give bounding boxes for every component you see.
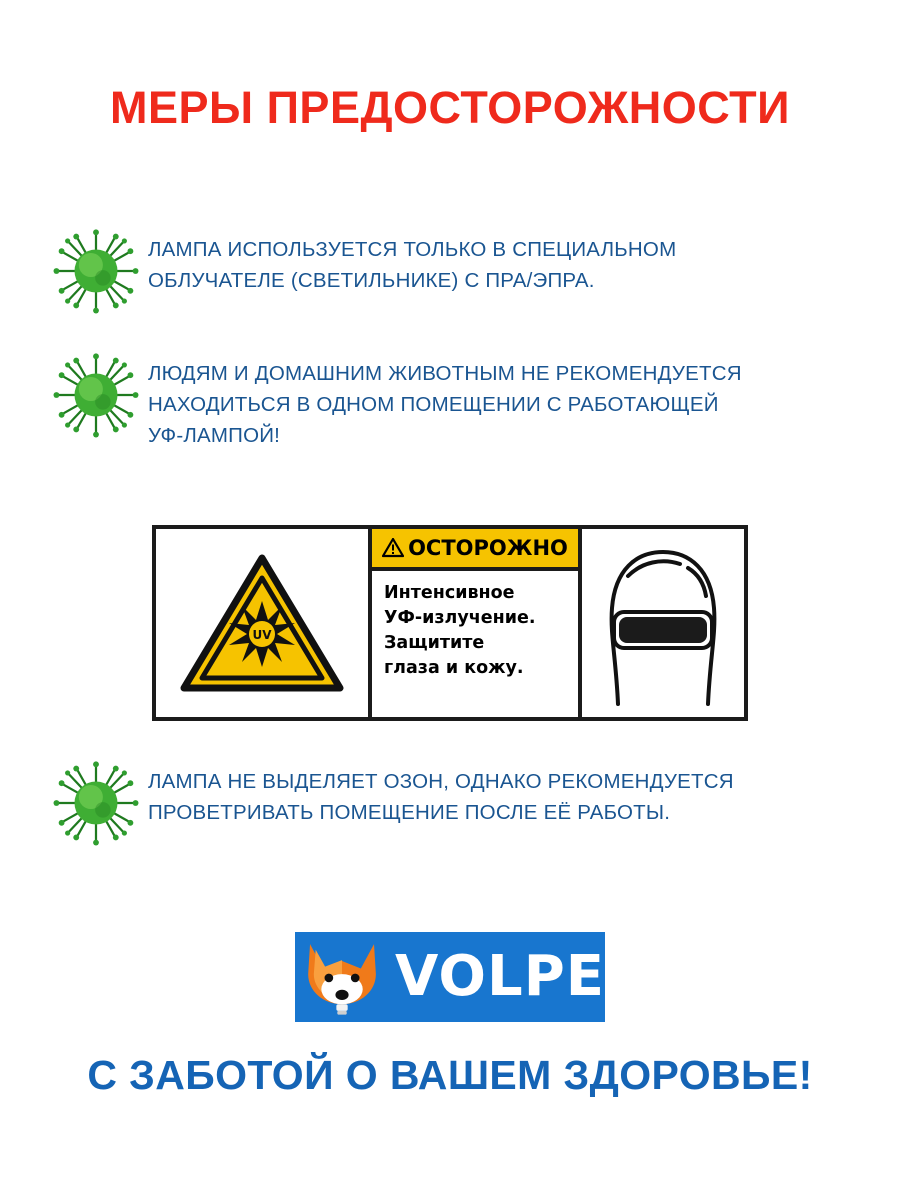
caution-line: Интенсивное (384, 583, 515, 603)
caution-line: Защитите (384, 633, 485, 653)
precaution-text-1 (148, 228, 676, 296)
precaution-line: ЛАМПА ИСПОЛЬЗУЕТСЯ ТОЛЬКО В СПЕЦИАЛЬНОМ (148, 238, 677, 261)
fox-head-icon (295, 932, 389, 1022)
precaution-line: ЛАМПА НЕ ВЫДЕЛЯЕТ ОЗОН, ОДНАКО РЕКОМЕНДУЕТСЯ (148, 770, 734, 793)
precaution-line: НАХОДИТЬСЯ В ОДНОМ ПОМЕЩЕНИИ С РАБОТАЮЩЕЙ (148, 393, 719, 416)
precaution-text-3 (148, 760, 734, 828)
safety-goggles-icon (588, 538, 738, 708)
precaution-item-1 (44, 228, 844, 314)
precaution-line: ОБЛУЧАТЕЛЕ (СВЕТИЛЬНИКЕ) С ПРА/ЭПРА. (148, 269, 595, 292)
caution-body (372, 571, 578, 687)
goggles-cell (582, 529, 744, 717)
uv-radiation-hazard-icon (178, 548, 346, 698)
uv-triangle-text: UV (252, 628, 272, 642)
caution-text-cell (372, 529, 582, 717)
virus-icon (44, 228, 148, 314)
precaution-line: УФ-ЛАМПОЙ! (148, 424, 281, 447)
caution-line: УФ-излучение. (384, 608, 536, 628)
volpe-wordmark: VOLPE (395, 944, 605, 1009)
page-title: МЕРЫ ПРЕДОСТОРОЖНОСТИ (110, 82, 790, 133)
virus-icon (44, 760, 148, 846)
precaution-text-2 (148, 352, 742, 451)
caution-line: глаза и кожу. (384, 658, 524, 678)
uv-hazard-triangle-cell (156, 529, 372, 717)
caution-header (372, 529, 578, 571)
uv-warning-label (152, 525, 748, 721)
precaution-item-3 (44, 760, 864, 846)
footer-slogan: С ЗАБОТОЙ О ВАШЕМ ЗДОРОВЬЕ! (87, 1052, 813, 1098)
warning-triangle-icon (382, 538, 404, 558)
precaution-line: ЛЮДЯМ И ДОМАШНИМ ЖИВОТНЫМ НЕ РЕКОМЕНДУЕТСЯ (148, 362, 742, 385)
volpe-logo (295, 932, 605, 1022)
virus-icon (44, 352, 148, 438)
precaution-line: ПРОВЕТРИВАТЬ ПОМЕЩЕНИЕ ПОСЛЕ ЕЁ РАБОТЫ. (148, 801, 671, 824)
precaution-item-2 (44, 352, 864, 451)
caution-header-text: ОСТОРОЖНО (408, 535, 568, 560)
